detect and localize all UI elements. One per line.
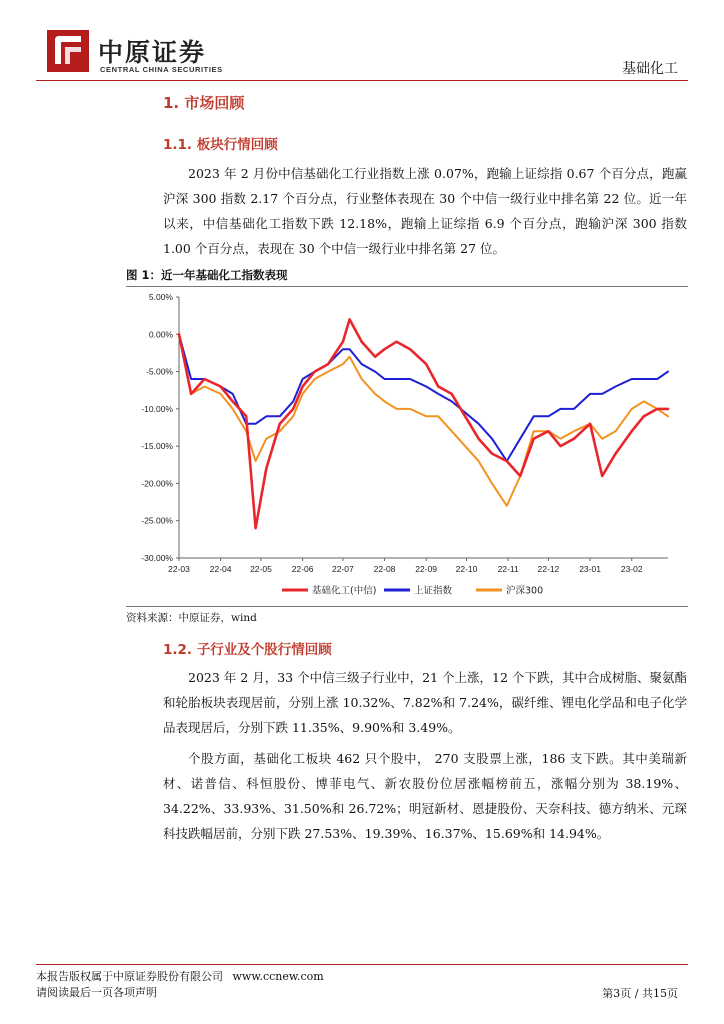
x-tick-label: 22-10: [455, 564, 478, 574]
footer-website-link[interactable]: www.ccnew.com: [232, 970, 324, 983]
y-tick-label: 0.00%: [148, 329, 173, 340]
y-tick-label: 5.00%: [148, 292, 173, 302]
x-tick-label: 22-05: [250, 564, 272, 574]
x-tick-label: 22-08: [373, 564, 396, 574]
y-tick-label: -30.00%: [141, 553, 173, 563]
x-tick-label: 22-11: [497, 564, 519, 574]
section-1-1-heading: 1.1. 板块行情回顾: [163, 137, 278, 153]
section-1-2-paragraph-2: 个股方面，基础化工板块 462 只个股中， 270 支股票上涨，186 支下跌。其中美瑞新材、诺普信、科恒股份、博菲电气、新农股份位居涨幅榜前五，涨幅分别为 38.19%、34.22%、33.93%、31.50%和 26.72%；明冠新材、恩捷股份、天奈科技、德方纳米、元琛科技跌幅居前，分别下跌 27.53%、19.39%、16.37%、15.69%和 14.94%。: [163, 751, 687, 841]
y-tick-label: -15.00%: [141, 441, 173, 452]
footer-disclaimer: 请阅读最后一页各项声明: [36, 986, 157, 999]
figure-1-title: 图 1：近一年基础化工指数表现: [126, 268, 288, 282]
footer-copyright: 本报告版权属于中原证券股份有限公司: [36, 970, 223, 983]
x-tick-label: 22-12: [537, 564, 560, 574]
section-1-2-paragraph-1: 2023 年 2 月，33 个中信三级子行业中，21 个上涨，12 个下跌，其中合成树脂、聚氨酯和轮胎板块表现居前，分别上涨 10.32%、7.82%和 7.24%，碳纤维、锂电化学品和电子化学品表现居后，分别下跌 11.35%、9.90%和 3.49%。: [163, 670, 687, 735]
legend-label: 沪深300: [506, 585, 544, 597]
chart-axes: [141, 292, 668, 574]
legend-label: 基础化工(中信): [312, 585, 377, 597]
section-1-heading: 1. 市场回顾: [163, 94, 245, 112]
x-tick-label: 22-04: [209, 564, 232, 574]
report-sector: 基础化工: [622, 61, 678, 77]
header-divider: [36, 80, 688, 81]
x-tick-label: 22-03: [168, 564, 190, 574]
company-logo-icon: [47, 30, 89, 72]
y-tick-label: -25.00%: [141, 515, 173, 526]
section-1-2-heading: 1.2. 子行业及个股行情回顾: [163, 642, 332, 658]
chart-series-lines: [179, 319, 668, 528]
x-tick-label: 23-02: [620, 564, 643, 574]
y-tick-label: -10.00%: [141, 403, 173, 414]
legend-label: 上证指数: [414, 585, 453, 597]
logo-english-name: CENTRAL CHINA SECURITIES: [100, 65, 223, 74]
y-tick-label: -20.00%: [141, 478, 173, 489]
y-tick-label: -5.00%: [146, 366, 173, 377]
footer-left: [36, 969, 324, 1001]
index-performance-chart: [126, 287, 688, 605]
page-number: 第3页 / 共15页: [602, 987, 678, 1000]
x-tick-label: 22-09: [415, 564, 438, 574]
figure-source: 资料来源：中原证券，wind: [126, 612, 257, 624]
logo-chinese-name: 中原证券: [98, 38, 207, 67]
section-1-1-paragraph: 2023 年 2 月份中信基础化工行业指数上涨 0.07%，跑输上证综指 0.67 个百分点，跑赢沪深 300 指数 2.17 个百分点，行业整体表现在 30 个中信一级行业中排名第 22 位。近一年以来，中信基础化工指数下跌 12.18%，跑输上证综指 6.9 个百分点，跑输沪深 300 指数 1.00 个百分点，表现在 30 个中信一级行业中排名第 27 位。: [163, 166, 687, 256]
footer-divider: [36, 964, 688, 965]
footer-copyright-line: [36, 969, 324, 985]
x-tick-label: 23-01: [579, 564, 601, 574]
figure-bottom-rule: [126, 606, 688, 607]
x-tick-label: 22-07: [332, 564, 354, 574]
page-header: [0, 0, 724, 82]
chart-legend: [282, 585, 543, 597]
x-tick-label: 22-06: [291, 564, 314, 574]
